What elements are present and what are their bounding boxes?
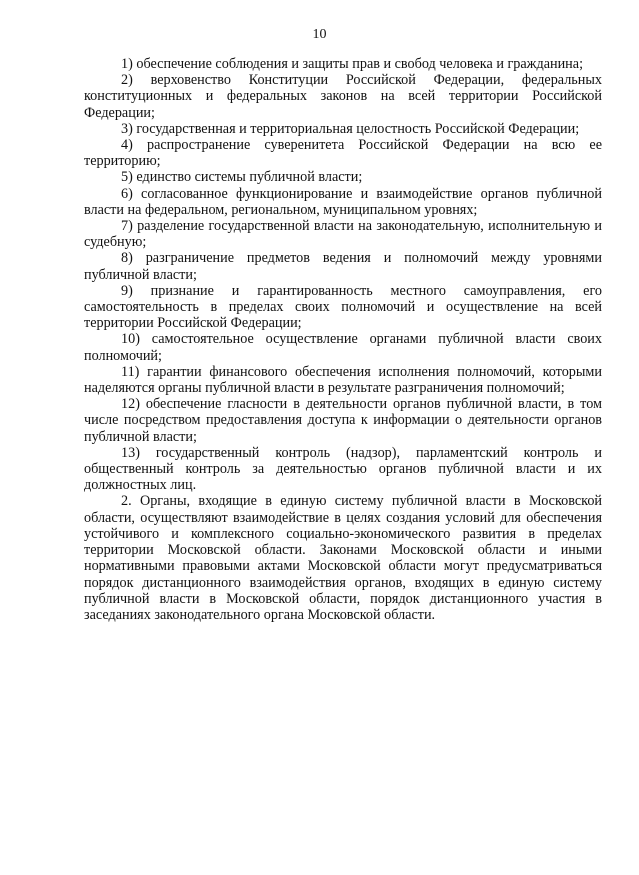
list-item-7: 7) разделение государственной власти на законодательную, исполнительную и судебную; — [84, 218, 602, 251]
list-item-13: 13) государственный контроль (надзор), парламентский контроль и общественный контроль за деятельностью органов публичной власти и их должностных лиц. — [84, 444, 602, 494]
list-item-5: 5) единство системы публичной власти; — [121, 169, 363, 186]
list-item-11: 11) гарантии финансового обеспечения исполнения полномочий, которыми наделяются органы публичной власти в результате разграничения полномочий; — [84, 363, 602, 397]
list-item-3: 3) государственная и территориальная целостность Российской Федерации; — [121, 120, 580, 137]
list-item-6: 6) согласованное функционирование и взаимодействие органов публичной власти на федеральном, региональном, муниципальном уровнях; — [84, 185, 602, 218]
section-2-paragraph: 2. Органы, входящие в единую систему публичной власти в Московской области, осуществляют взаимодействие в целях создания условий для обеспечения устойчивого и комплексного социально-экономического развития в пределах территории Московской области. Законами Московской области и иными нормативными правовыми актами Московской области могут предусматриваться порядок дистанционного взаимодействия органов, входящих в единую систему публичной власти в Московской области, порядок дистанционного участия в заседаниях законодательного органа Московской области. — [84, 493, 602, 623]
page-number: 10 — [312, 27, 327, 42]
document-body — [84, 56, 602, 623]
list-item-2: 2) верховенство Конституции Российской Федерации, федеральных конституционных и федеральных законов на всей территории Российской Федерации; — [84, 72, 602, 121]
list-item-4: 4) распространение суверенитета Российской Федерации на всю ее территорию; — [84, 137, 602, 170]
list-item-10: 10) самостоятельное осуществление органами публичной власти своих полномочий; — [84, 331, 602, 364]
list-item-9: 9) признание и гарантированность местного самоуправления, его самостоятельность в пределах своих полномочий и осуществление на всей территории Российской Федерации; — [84, 282, 602, 332]
list-item-1: 1) обеспечение соблюдения и защиты прав и свобод человека и гражданина; — [121, 56, 584, 72]
list-item-8: 8) разграничение предметов ведения и полномочий между уровнями публичной власти; — [84, 250, 602, 283]
list-item-12: 12) обеспечение гласности в деятельности органов публичной власти, в том числе посредством предоставления доступа к информации о деятельности органов публичной власти; — [84, 396, 602, 445]
